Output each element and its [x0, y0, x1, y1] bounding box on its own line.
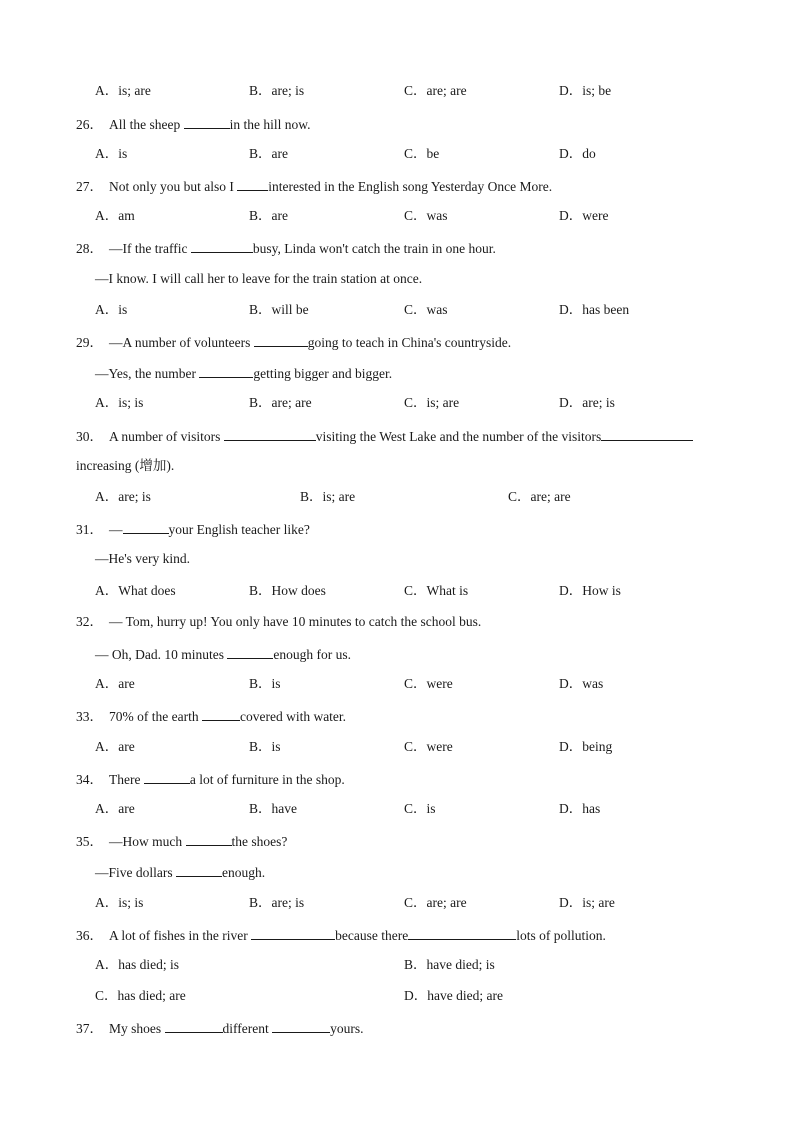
- stem-text: A number of visitors: [109, 429, 221, 444]
- question-36-stem: [76, 924, 606, 944]
- question-35-stem: [76, 830, 287, 850]
- option-a[interactable]: A．are: [95, 676, 135, 691]
- option-c[interactable]: C．are; are: [404, 895, 467, 910]
- question-30-continuation: increasing (增加).: [76, 458, 175, 473]
- option-a[interactable]: A．are: [95, 801, 135, 816]
- option-c[interactable]: C．was: [404, 208, 448, 223]
- stem-text: —: [109, 522, 123, 537]
- option-c[interactable]: C．were: [404, 676, 453, 691]
- stem-text: in the hill now.: [229, 117, 311, 132]
- answer-blank[interactable]: [191, 237, 253, 253]
- option-b[interactable]: B．are: [249, 208, 288, 223]
- question-number: 37．: [76, 1021, 103, 1036]
- option-d[interactable]: D．How is: [559, 583, 621, 598]
- option-b[interactable]: B．is: [249, 676, 281, 691]
- stem-text: My shoes: [109, 1021, 162, 1036]
- option-c[interactable]: C．is; are: [404, 395, 460, 410]
- stem-text: your English teacher like?: [168, 522, 310, 537]
- option-d[interactable]: D．has: [559, 801, 601, 816]
- option-a[interactable]: A．has died; is: [95, 957, 179, 972]
- question-number: 35．: [76, 834, 103, 849]
- question-number: 33．: [76, 709, 103, 724]
- option-d[interactable]: D．was: [559, 676, 604, 691]
- answer-blank[interactable]: [123, 518, 169, 534]
- question-33-stem: [76, 705, 346, 725]
- answer-blank[interactable]: [237, 175, 268, 191]
- question-32-reply: [95, 643, 351, 663]
- question-31-reply: —He's very kind.: [95, 551, 191, 566]
- question-32-stem: [76, 612, 481, 632]
- option-a[interactable]: A．is: [95, 302, 128, 317]
- option-b[interactable]: B．have: [249, 801, 297, 816]
- stem-text: 70% of the earth: [109, 709, 199, 724]
- stem-text: because there: [335, 928, 409, 943]
- stem-text: interested in the English song Yesterday Once More.: [268, 179, 553, 194]
- option-a[interactable]: A．is; is: [95, 895, 144, 910]
- answer-blank[interactable]: [202, 705, 240, 721]
- stem-text: a lot of furniture in the shop.: [189, 772, 345, 787]
- answer-blank[interactable]: [184, 113, 230, 129]
- option-d[interactable]: D．were: [559, 208, 609, 223]
- option-a[interactable]: A．What does: [95, 583, 176, 598]
- answer-blank[interactable]: [144, 768, 190, 784]
- question-number: 34．: [76, 772, 103, 787]
- stem-text: busy, Linda won't catch the train in one hour.: [252, 241, 496, 256]
- question-30-stem: [76, 425, 693, 445]
- question-number: 27．: [76, 179, 103, 194]
- question-number: 26．: [76, 117, 103, 132]
- answer-blank[interactable]: [165, 1017, 223, 1033]
- stem-text: getting bigger and bigger.: [253, 366, 393, 381]
- answer-blank[interactable]: [408, 924, 516, 940]
- option-a[interactable]: A．are; is: [95, 489, 151, 504]
- stem-text: There: [109, 772, 141, 787]
- question-27-stem: [76, 175, 552, 195]
- option-d[interactable]: D．is; are: [559, 895, 615, 910]
- question-number: 30．: [76, 429, 103, 444]
- option-b[interactable]: B．are; is: [249, 83, 305, 98]
- stem-text: different: [222, 1021, 269, 1036]
- question-number: 28．: [76, 241, 103, 256]
- option-d[interactable]: D．has been: [559, 302, 630, 317]
- option-c[interactable]: C．has died; are: [95, 988, 186, 1003]
- answer-blank[interactable]: [224, 425, 316, 441]
- question-31-stem: [76, 518, 310, 538]
- option-c[interactable]: C．is: [404, 801, 436, 816]
- option-d[interactable]: D．being: [559, 739, 613, 754]
- option-c[interactable]: C．What is: [404, 583, 469, 598]
- question-number: 29．: [76, 335, 103, 350]
- answer-blank[interactable]: [272, 1017, 330, 1033]
- stem-text: —Five dollars: [95, 865, 173, 880]
- question-29-reply: [95, 362, 392, 382]
- stem-text: the shoes?: [231, 834, 288, 849]
- stem-text: going to teach in China's countryside.: [307, 335, 512, 350]
- option-a[interactable]: A．am: [95, 208, 135, 223]
- option-c[interactable]: C．are; are: [404, 83, 467, 98]
- option-b[interactable]: B．How does: [249, 583, 326, 598]
- stem-text: enough.: [222, 865, 266, 880]
- option-c[interactable]: C．were: [404, 739, 453, 754]
- stem-text: visiting the West Lake and the number of the visitors: [315, 429, 602, 444]
- question-34-stem: [76, 768, 345, 788]
- option-a[interactable]: A．is; are: [95, 83, 151, 98]
- question-28-stem: [76, 237, 496, 257]
- option-d[interactable]: D．is; be: [559, 83, 612, 98]
- answer-blank[interactable]: [186, 830, 232, 846]
- option-b[interactable]: B．are; are: [249, 395, 312, 410]
- stem-text: yours.: [330, 1021, 364, 1036]
- stem-text: All the sheep: [109, 117, 181, 132]
- question-28-reply: —I know. I will call her to leave for the train station at once.: [95, 271, 423, 286]
- option-a[interactable]: A．is: [95, 146, 128, 161]
- option-b[interactable]: B．are: [249, 146, 288, 161]
- answer-blank[interactable]: [254, 331, 308, 347]
- stem-text: — Tom, hurry up! You only have 10 minutes to catch the school bus.: [109, 614, 482, 629]
- option-a[interactable]: A．is; is: [95, 395, 144, 410]
- option-b[interactable]: B．are; is: [249, 895, 305, 910]
- option-d[interactable]: D．do: [559, 146, 596, 161]
- answer-blank[interactable]: [227, 643, 273, 659]
- option-c[interactable]: C．be: [404, 146, 440, 161]
- question-37-stem: [76, 1017, 364, 1037]
- answer-blank[interactable]: [251, 924, 335, 940]
- option-d[interactable]: D．are; is: [559, 395, 615, 410]
- stem-text: Not only you but also I: [109, 179, 234, 194]
- option-b[interactable]: B．is: [249, 739, 281, 754]
- stem-text: —Yes, the number: [95, 366, 196, 381]
- stem-text: — Oh, Dad. 10 minutes: [95, 647, 224, 662]
- stem-text: —A number of volunteers: [109, 335, 251, 350]
- answer-blank[interactable]: [199, 362, 253, 378]
- stem-text: —If the traffic: [109, 241, 188, 256]
- answer-blank[interactable]: [176, 861, 222, 877]
- question-number: 32．: [76, 614, 103, 629]
- stem-text: A lot of fishes in the river: [109, 928, 248, 943]
- question-number: 36．: [76, 928, 103, 943]
- option-b[interactable]: B．is; are: [300, 489, 356, 504]
- option-d[interactable]: D．have died; are: [404, 988, 503, 1003]
- option-b[interactable]: B．will be: [249, 302, 309, 317]
- option-b[interactable]: B．have died; is: [404, 957, 495, 972]
- question-26-stem: [76, 113, 310, 133]
- question-35-reply: [95, 861, 265, 881]
- stem-text: enough for us.: [273, 647, 351, 662]
- stem-text: lots of pollution.: [516, 928, 606, 943]
- stem-text: —How much: [109, 834, 183, 849]
- stem-text: covered with water.: [239, 709, 347, 724]
- question-29-stem: [76, 331, 511, 351]
- option-c[interactable]: C．was: [404, 302, 448, 317]
- question-number: 31．: [76, 522, 103, 537]
- option-c[interactable]: C．are; are: [508, 489, 571, 504]
- answer-blank[interactable]: [601, 425, 693, 441]
- option-a[interactable]: A．are: [95, 739, 135, 754]
